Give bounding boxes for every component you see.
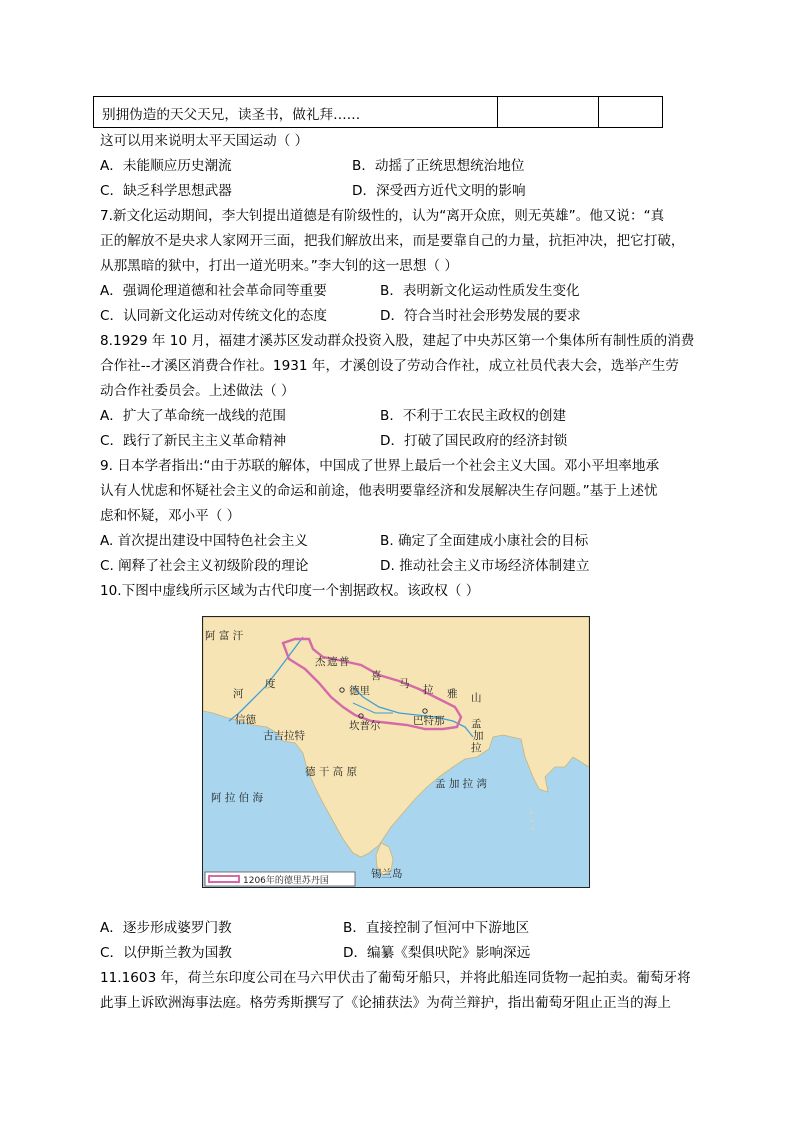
map-label: 孟 (471, 718, 482, 730)
question-8-line: 动合作社委员会。上述做法（ ） (100, 383, 295, 399)
map-label: 喜 (371, 670, 382, 682)
map-label: 阿 富 汗 (205, 630, 244, 642)
legend-label: 1206年的德里苏丹国 (243, 876, 329, 886)
map-label: 坎普尔 (349, 720, 381, 732)
map-label: 度 (265, 678, 276, 690)
map-label: 巴特那 (413, 715, 445, 727)
q10-option-c[interactable]: C．以伊斯兰教为国教 (100, 945, 232, 961)
map-label: 孟 加 拉 湾 (435, 778, 488, 790)
q8-option-c[interactable]: C．践行了新民主主义革命精神 (100, 433, 287, 449)
map-label: 阿 拉 伯 海 (211, 792, 264, 804)
question-8-line: 8.1929 年 10 月，福建才溪苏区发动群众投资入股，建起了中央苏区第一个集体所有制性质的消费 (100, 333, 695, 349)
question-11-line: 此事上诉欧洲海事法庭。格劳秀斯撰写了《论捕获法》为荷兰辩护，指出葡萄牙阻止正当的海上 (100, 995, 671, 1011)
map-label: 信德 (235, 714, 256, 726)
excerpt-table (93, 96, 663, 128)
island-dot (530, 812, 532, 814)
question-6-stem: 这可以用来说明太平天国运动（ ） (100, 133, 309, 149)
q6-option-b[interactable]: B．动摇了正统思想统治地位 (352, 158, 525, 174)
map-label: 古吉拉特 (263, 730, 305, 742)
q6-option-d[interactable]: D．深受西方近代文明的影响 (352, 183, 526, 199)
map-label: 山 (471, 692, 482, 704)
question-8-line: 合作社--才溪区消费合作社。1931 年，才溪创设了劳动合作社，成立社员代表大会，选举产生劳 (100, 358, 679, 374)
question-7-line: 正的解放不是央求人家网开三面，把我们解放出来，而是要靠自己的力量，抗拒冲决，把它打破， (100, 233, 685, 249)
question-7-line: 7.新文化运动期间，李大钊提出道德是有阶级性的，认为“离开众庶，则无英雄”。他又说：“真 (100, 208, 665, 224)
map-label: 河 (233, 688, 244, 700)
table-cell-empty (599, 97, 662, 127)
question-9-line: 认有人忧虑和怀疑社会主义的命运和前途，他表明要靠经济和发展解决生存问题。”基于上述忧 (100, 483, 658, 499)
q8-option-d[interactable]: D．打破了国民政府的经济封锁 (380, 433, 568, 449)
question-7-line: 从那黑暗的狱中，打出一道光明来。”李大钊的这一思想（ ） (100, 258, 458, 274)
map-label: 杰 (315, 656, 326, 668)
map-label: 遮 (327, 656, 338, 668)
q7-option-a[interactable]: A．强调伦理道德和社会革命同等重要 (100, 283, 327, 299)
question-10-stem: 10.下图中虚线所示区域为古代印度一个割据政权。该政权（ ） (100, 583, 480, 599)
island-dot (531, 820, 533, 822)
q7-option-d[interactable]: D．符合当时社会形势发展的要求 (380, 308, 581, 324)
q10-option-d[interactable]: D．编纂《梨俱吠陀》影响深远 (343, 945, 531, 961)
q8-option-a[interactable]: A．扩大了革命统一战线的范围 (100, 408, 287, 424)
question-9-line: 虑和怀疑，邓小平（ ） (100, 508, 241, 524)
table-cell-empty (498, 97, 599, 127)
map-label: 加 (473, 730, 484, 742)
map-label: 锡兰岛 (371, 868, 403, 880)
map-label: 拉 (423, 684, 434, 696)
map-svg (203, 617, 589, 887)
map-label: 雅 (447, 688, 458, 700)
question-11-line: 11.1603 年，荷兰东印度公司在马六甲伏击了葡萄牙船只，并将此船连同货物一起拍卖。葡萄牙将 (100, 970, 691, 986)
q6-option-a[interactable]: A．未能顺应历史潮流 (100, 158, 232, 174)
q9-option-d[interactable]: D. 推动社会主义市场经济体制建立 (380, 558, 590, 574)
map-label: 德 干 高 原 (305, 766, 358, 778)
q7-option-b[interactable]: B．表明新文化运动性质发生变化 (380, 283, 580, 299)
island-dot (532, 828, 534, 830)
q9-option-b[interactable]: B. 确定了全面建成小康社会的目标 (380, 533, 589, 549)
map-label: 普 (339, 656, 350, 668)
q6-option-c[interactable]: C．缺乏科学思想武器 (100, 183, 232, 199)
question-9-line: 9. 日本学者指出:“由于苏联的解体，中国成了世界上最后一个社会主义大国。邓小平坦率地承 (100, 458, 660, 474)
q10-option-b[interactable]: B．直接控制了恒河中下游地区 (343, 920, 530, 936)
q10-option-a[interactable]: A．逐步形成婆罗门教 (100, 920, 232, 936)
map-label: 德里 (349, 685, 370, 697)
india-map (202, 616, 590, 888)
q8-option-b[interactable]: B．不利于工农民主政权的创建 (380, 408, 567, 424)
map-label: 拉 (471, 742, 482, 754)
map-label: 马 (399, 678, 410, 690)
q9-option-a[interactable]: A. 首次提出建设中国特色社会主义 (100, 533, 309, 549)
q9-option-c[interactable]: C. 阐释了社会主义初级阶段的理论 (100, 558, 309, 574)
table-cell: 别拥伪造的天父天兄，读圣书，做礼拜…… (94, 97, 498, 127)
q7-option-c[interactable]: C．认同新文化运动对传统文化的态度 (100, 308, 327, 324)
